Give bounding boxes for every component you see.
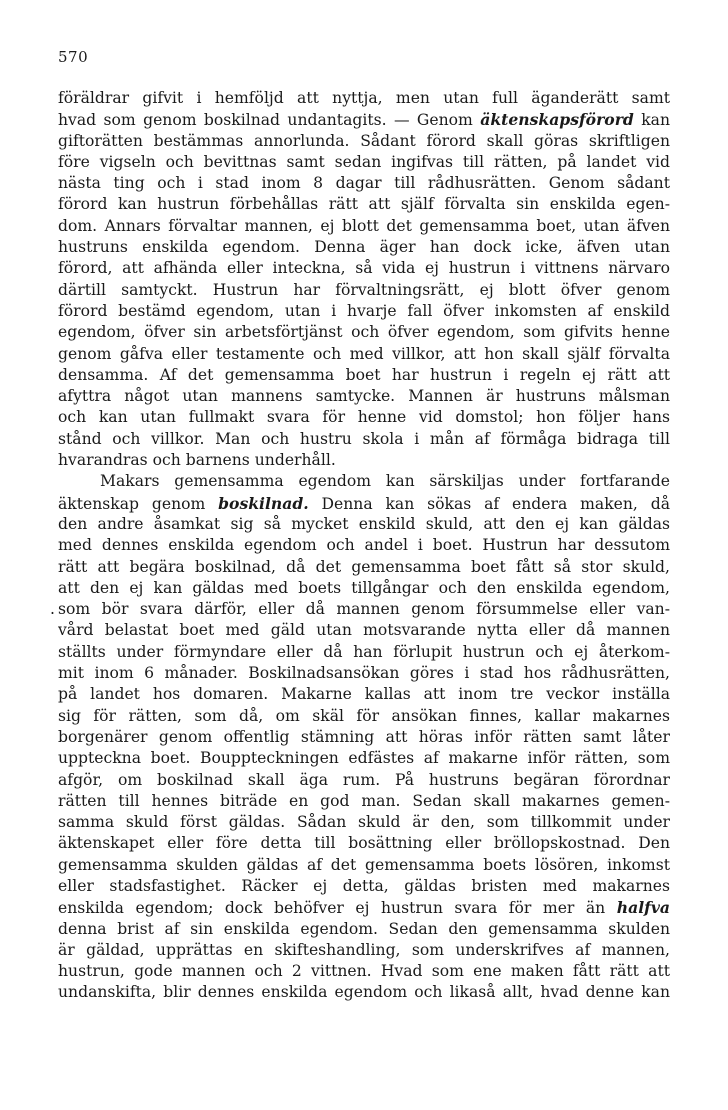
text-run: vård belastat boet med gäld utan motsvarande nytta eller då mannen — [58, 621, 670, 640]
text-run: kan — [633, 111, 670, 130]
text-run: att den ej kan gäldas med boets tillgångar och den enskilda egendom, — [58, 578, 670, 597]
text-line — [58, 706, 670, 727]
text-run: enskilda egendom; dock behöfver ej hustrun svara för mer än — [58, 899, 617, 918]
text-run: på landet hos domaren. Makarne kallas att inom tre veckor inställa — [58, 685, 670, 704]
text-line — [58, 173, 670, 194]
text-run: hustruns enskilda egendom. Denna äger han dock icke, äfven utan — [58, 238, 670, 257]
text-line — [58, 258, 670, 279]
text-line — [58, 578, 670, 599]
text-run: uppteckna boet. Bouppteckningen edfästes af makarne inför rätten, som — [58, 749, 670, 768]
text-run: hvad som genom boskilnad undantagits. — Genom — [58, 111, 481, 130]
text-line — [58, 791, 670, 812]
emphasized-term: halfva — [616, 898, 670, 918]
text-run: giftorätten bestämmas annorlunda. Sådant förord skall göras skriftligen — [58, 131, 670, 150]
text-run: afyttra något utan mannens samtycke. Mannen är hustruns målsman — [58, 387, 670, 406]
text-line — [58, 557, 670, 578]
text-line — [58, 386, 670, 407]
text-line — [58, 620, 670, 641]
text-run: förord, att afhända eller inteckna, så vida ej hustrun i vittnens närvaro — [58, 259, 670, 278]
text-line — [58, 131, 670, 152]
text-run: nästa ting och i stad inom 8 dagar till rådhusrätten. Genom sådant — [58, 174, 670, 193]
text-run: rätt att begära boskilnad, då det gemensamma boet fått så stor skuld, — [58, 557, 670, 576]
text-line — [58, 301, 670, 322]
text-line — [58, 897, 670, 918]
text-run: egendom, öfver sin arbetsförtjänst och öfver egendom, som gifvits henne — [58, 323, 670, 342]
text-run: afgör, om boskilnad skall äga rum. På hustruns begäran förordnar — [58, 770, 670, 789]
text-run: stånd och villkor. Man och hustru skola i mån af förmåga bidraga till — [58, 429, 670, 448]
text-line — [58, 770, 670, 791]
body-text — [50, 88, 670, 1004]
text-line — [58, 684, 670, 705]
text-run: densamma. Af det gemensamma boet har hustrun i regeln ej rätt att — [58, 365, 670, 384]
text-run: eller stadsfastighet. Räcker ej detta, gäldas bristen med makarnes — [58, 876, 670, 895]
text-line — [58, 535, 670, 556]
text-line — [58, 194, 670, 215]
text-run: och kan utan fullmakt svara för henne vid domstol; hon följer hans — [58, 408, 670, 427]
text-line — [58, 748, 670, 769]
text-run: förord bestämd egendom, utan i hvarje fall öfver inkomsten af enskild — [58, 301, 670, 320]
text-line — [58, 940, 670, 961]
text-line — [58, 919, 670, 940]
text-run: samma skuld först gäldas. Sådan skuld är den, som tillkommit under — [58, 813, 670, 832]
emphasized-term: äktenskapsförord — [480, 110, 634, 130]
text-run: äktenskap genom — [58, 494, 219, 513]
text-line — [58, 429, 670, 450]
text-run: förord kan hustrun förbehållas rätt att själf förvalta sin enskilda egen- — [58, 195, 670, 214]
text-line — [58, 109, 670, 130]
text-run: Denna kan sökas af endera maken, då — [308, 494, 670, 513]
text-run: före vigseln och bevittnas samt sedan ingifvas till rätten, på landet vid — [58, 152, 670, 171]
text-line — [58, 642, 670, 663]
text-line — [58, 88, 670, 109]
text-run: dom. Annars förvaltar mannen, ej blott det gemensamma boet, utan äfven — [58, 216, 670, 235]
text-line — [58, 514, 670, 535]
text-line — [58, 407, 670, 428]
text-run: undanskifta, blir dennes enskilda egendom och likaså allt, hvad denne kan — [58, 983, 670, 1002]
page-number: 570 — [58, 48, 89, 66]
stray-mark: . — [50, 600, 55, 619]
text-run: borgenärer genom offentlig stämning att höras inför rätten samt låter — [58, 727, 670, 746]
text-run: därtill samtyckt. Hustrun har förvaltningsrätt, ej blott öfver genom — [58, 280, 670, 299]
text-run: föräldrar gifvit i hemföljd att nyttja, men utan full äganderätt samt — [58, 89, 670, 107]
text-line — [58, 344, 670, 365]
text-line — [58, 876, 670, 897]
text-run: genom gåfva eller testamente och med villkor, att hon skall själf förvalta — [58, 344, 670, 363]
text-line — [58, 237, 670, 258]
text-line — [58, 833, 670, 854]
text-line — [58, 855, 670, 876]
emphasized-term: boskilnad. — [218, 493, 309, 513]
text-line — [58, 322, 670, 343]
text-line — [58, 727, 670, 748]
text-run: ställts under förmyndare eller då han förlupit hustrun och ej återkom- — [58, 642, 670, 661]
text-line — [58, 152, 670, 173]
text-run: hvarandras och barnens underhåll. — [58, 451, 336, 470]
text-line — [58, 450, 670, 471]
text-run: mit inom 6 månader. Boskilnadsansökan göres i stad hos rådhusrätten, — [58, 664, 670, 683]
text-run: denna brist af sin enskilda egendom. Sedan den gemensamma skulden — [58, 919, 670, 938]
text-run: äktenskapet eller före detta till bosättning eller bröllopskostnad. Den — [58, 834, 670, 853]
text-line — [58, 663, 670, 684]
text-run: gemensamma skulden gäldas af det gemensamma boets lösören, inkomst — [58, 855, 670, 874]
text-run: hustrun, gode mannen och 2 vittnen. Hvad som ene maken fått rätt att — [58, 962, 670, 981]
text-line — [58, 493, 670, 514]
text-line — [58, 280, 670, 301]
text-run: rätten till hennes biträde en god man. Sedan skall makarnes gemen- — [58, 791, 670, 810]
text-line — [50, 599, 670, 620]
text-run: som bör svara därför, eller då mannen genom försummelse eller van- — [58, 600, 670, 619]
text-line — [58, 961, 670, 982]
text-run: är gäldad, upprättas en skifteshandling, som underskrifves af mannen, — [58, 940, 670, 959]
text-run: den andre åsamkat sig så mycket enskild skuld, att den ej kan gäldas — [58, 514, 670, 533]
text-line — [58, 812, 670, 833]
text-line — [58, 471, 670, 492]
text-run: Makars gemensamma egendom kan särskiljas under fortfarande — [100, 472, 670, 491]
text-line — [58, 365, 670, 386]
text-run: sig för rätten, som då, om skäl för ansökan finnes, kallar makarnes — [58, 706, 670, 725]
text-line — [58, 216, 670, 237]
text-run: med dennes enskilda egendom och andel i boet. Hustrun har dessutom — [58, 536, 670, 555]
text-line — [58, 982, 670, 1003]
